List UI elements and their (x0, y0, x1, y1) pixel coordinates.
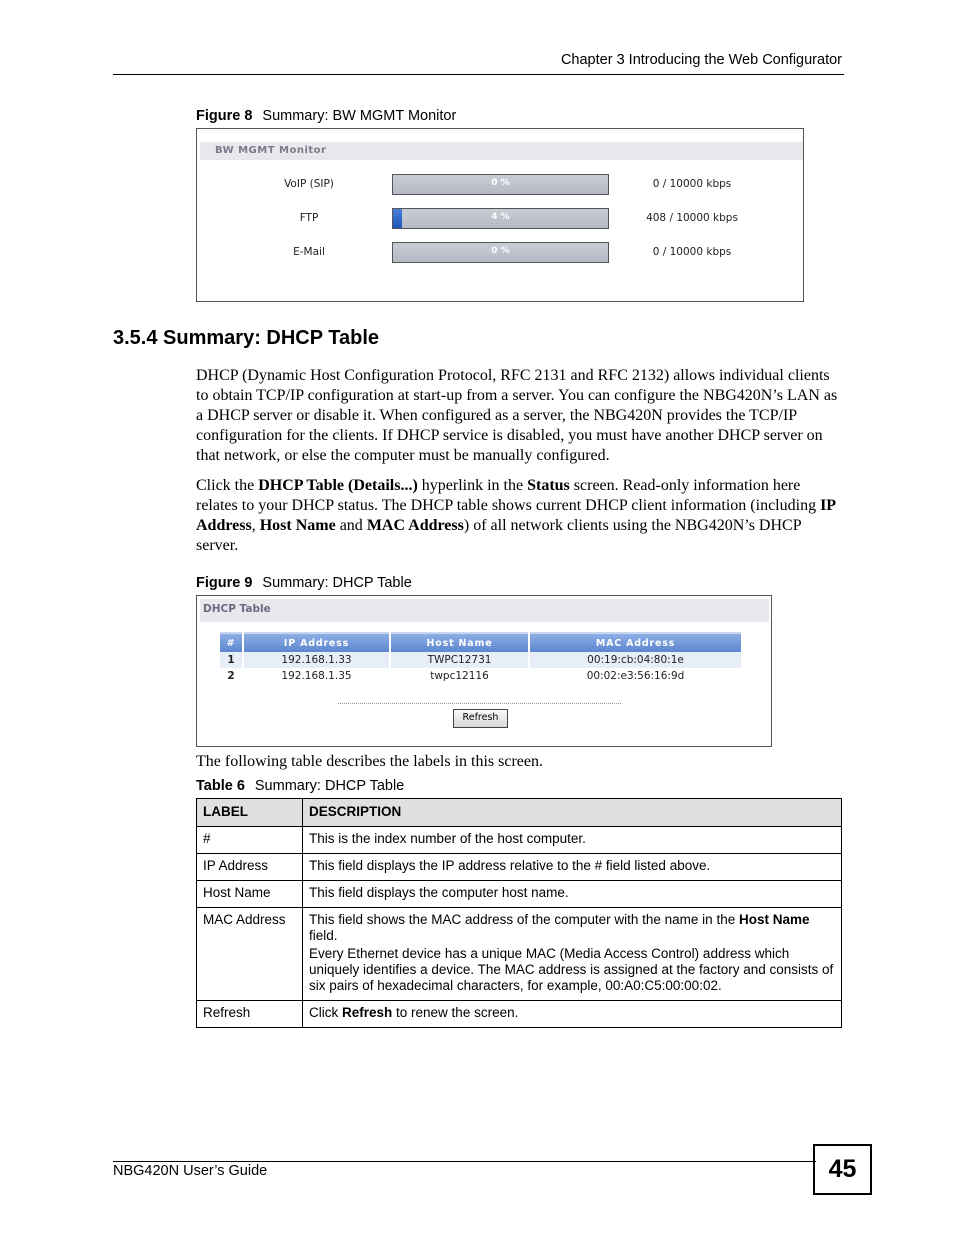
bw-row-voip (197, 174, 802, 196)
bw-row-label: VoIP (SIP) (284, 178, 334, 190)
col-description: DESCRIPTION (303, 799, 842, 827)
bw-usage-rate: 0 / 10000 kbps (652, 178, 732, 190)
bw-usage-rate: 0 / 10000 kbps (652, 246, 732, 258)
dhcp-panel-title: DHCP Table (200, 599, 769, 622)
bw-usage-bar (392, 208, 609, 229)
figure-9-label: Figure 9 (196, 575, 253, 591)
figure-8-title: Summary: BW MGMT Monitor (262, 108, 457, 124)
figure-9-title: Summary: DHCP Table (262, 575, 412, 591)
page-footer (113, 1161, 816, 1179)
guide-title: NBG420N User’s Guide (113, 1163, 268, 1179)
dhcp-client-table (218, 632, 743, 684)
refresh-button[interactable]: Refresh (453, 709, 508, 728)
table-row: Host Name This field displays the computer host name. (197, 881, 842, 908)
page-number: 45 (813, 1144, 872, 1195)
bw-monitor-title: BW MGMT Monitor (200, 142, 803, 160)
col-ip-address: IP Address (244, 632, 389, 652)
bw-row-email (197, 242, 802, 264)
bw-usage-bar (392, 174, 609, 195)
col-host-name: Host Name (391, 632, 528, 652)
col-mac-address: MAC Address (530, 632, 741, 652)
bw-usage-percent: 0 % (491, 246, 510, 256)
table-row: 1 192.168.1.33 TWPC12731 00:19:cb:04:80:1e (220, 652, 741, 668)
table-6-caption (196, 778, 404, 794)
figure-8-label: Figure 8 (196, 108, 253, 124)
figure-8-caption (196, 108, 456, 124)
table-intro-paragraph: The following table describes the labels in this screen. (196, 753, 544, 770)
section-heading: 3.5.4 Summary: DHCP Table (113, 327, 380, 349)
table-row: IP Address This field displays the IP address relative to the # field listed above. (197, 854, 842, 881)
table-row: # This is the index number of the host computer. (197, 827, 842, 854)
bw-usage-percent: 0 % (491, 178, 510, 188)
separator (338, 703, 621, 704)
bw-monitor-screenshot (196, 128, 804, 302)
dhcp-table-screenshot (196, 595, 772, 747)
table-row: Refresh Click Refresh to renew the screen. (197, 1001, 842, 1028)
bw-row-ftp (197, 208, 802, 230)
bw-usage-bar (392, 242, 609, 263)
intro-paragraph: DHCP (Dynamic Host Configuration Protocol, RFC 2131 and RFC 2132) allows individual clients to obtain TCP/IP configuration at start-up from a server. You can configure the NBG420N’s LAN as a DHCP server or disable it. When configured as a server, the NBG420N provides the TCP/IP configuration for the clients. If DHCP service is disabled, you must have another DHCP server on that network, or else the computer must be manually configured. (196, 367, 838, 464)
col-index: # (220, 632, 242, 652)
col-label: LABEL (197, 799, 303, 827)
table-6-title: Summary: DHCP Table (254, 778, 405, 794)
table-row: MAC Address This field shows the MAC address of the computer with the name in the Host Name field. Every Ethernet device has a unique MAC (Media Access Control) address which uniquely identifies a device. The MAC address is assigned at the factory and consists of six pairs of hexadecimal characters, for example, 00:A0:C5:00:00:02. (197, 908, 842, 1001)
bw-row-label: FTP (299, 212, 319, 224)
bw-usage-percent: 4 % (491, 212, 510, 222)
table-row: 2 192.168.1.35 twpc12116 00:02:e3:56:16:9d (227, 670, 685, 682)
chapter-title: Chapter 3 Introducing the Web Configurator (560, 52, 842, 68)
bw-usage-rate: 408 / 10000 kbps (646, 212, 738, 224)
figure-9-caption (196, 575, 412, 591)
table-6-label: Table 6 (196, 778, 245, 794)
bw-row-label: E-Mail (293, 246, 325, 258)
instructions-paragraph: Click the DHCP Table (Details...) hyperlink in the Status screen. Read-only information here relates to your DHCP status. The DHCP table shows current DHCP client information (including IP Address, Host Name and MAC Address) of all network clients using the NBG420N’s DHCP server. (196, 477, 836, 554)
page-header (113, 52, 844, 75)
label-description-table (196, 798, 842, 1028)
